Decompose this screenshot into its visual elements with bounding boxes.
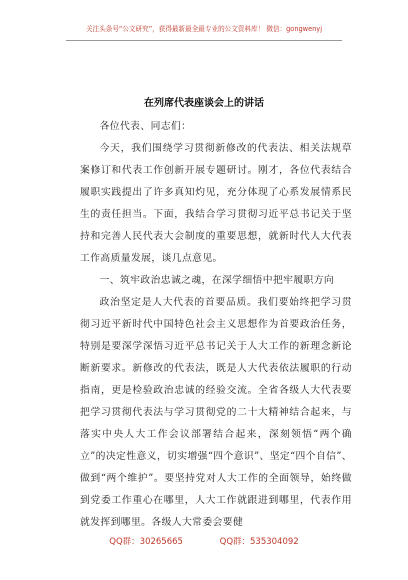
paragraph-intro: 今天，我们围绕学习贯彻新修改的代表法、相关法规草案修订和代表工作创新开展专题研讨。刚才，各位代表结合履职实践提出了许多真知灼见，充分体现了心系发展情系民生的责任担当。下面，我结合学习贯彻习近平总书记关于坚持和完善人民代表大会制度的重要思想，就新时代人大代表工作高质量发展，谈几点意见。 [80, 143, 352, 264]
qq-group-2: QQ群：535304092 [219, 537, 299, 547]
paragraph-section-1: 政治坚定是人大代表的首要品质。我们要始终把学习贯彻习近平新时代中国特色社会主义思想作为首要政治任务，特别是要深学深悟习近平总书记关于人大工作的新理念新论断新要求。新修改的代表法，既是人大代表依法履职的行动指南，更是检验政治忠诚的经验交流。全省各级人大代表要把学习贯彻代表法与学习贯彻党的二十大精神结合起来，与落实中央人大工作会议部署结合起来，深刻领悟“两个确立”的决定性意义，切实增强“四个意识”、坚定“四个自信”、做到“两个维护”。要坚持党对人大工作的全面领导，始终做到党委工作重心在哪里，人大工作就跟进到哪里，代表作用就发挥到哪里。各级人大常委会要健 [80, 297, 352, 528]
footer-contact [0, 535, 408, 547]
salutation: 各位代表、同志们： [99, 121, 192, 132]
header-promo-note: 关注头条号“公文研究”，获得最新最全最专业的公文资料库！ 微信：gongwenyj [85, 25, 323, 33]
section-heading-1: 一、筑牢政治忠诚之魂，在深学细悟中把牢履职方向 [99, 275, 335, 286]
document-title: 在列席代表座谈会上的讲话 [144, 98, 264, 109]
header-divider [66, 40, 342, 41]
qq-group-1: QQ群：30265665 [109, 537, 183, 547]
document-body [80, 116, 352, 534]
